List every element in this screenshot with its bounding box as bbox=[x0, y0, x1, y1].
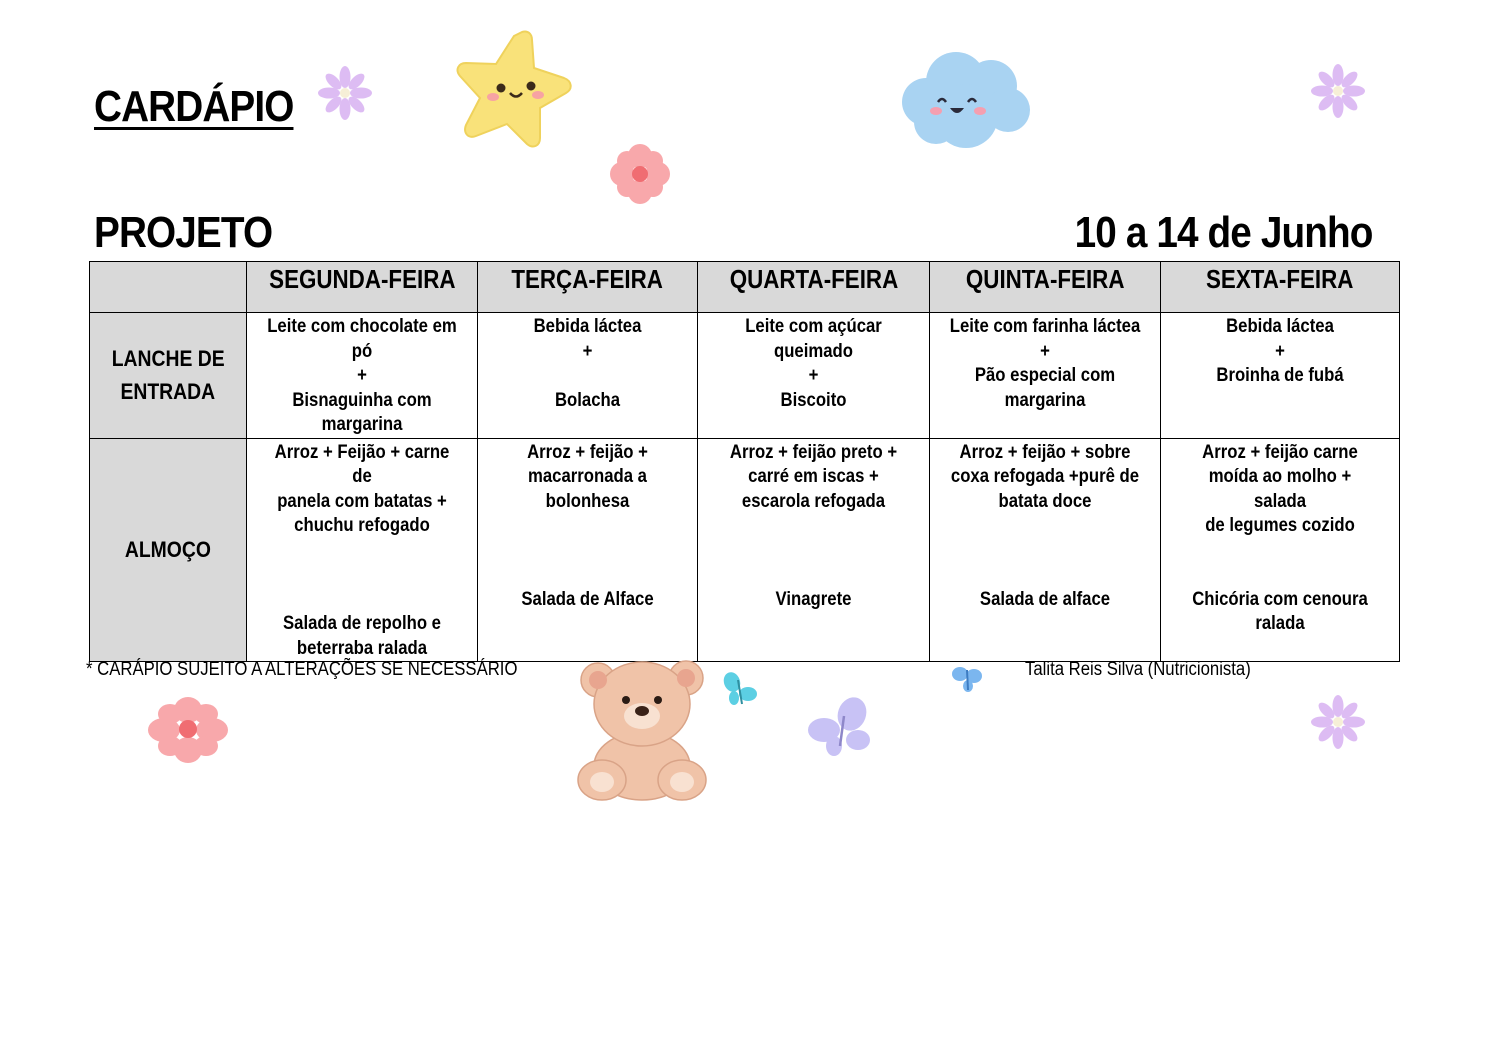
header-day: SEXTA-FEIRA bbox=[1161, 262, 1400, 313]
almoco-cell-fri: Arroz + feijão carne moída ao molho + salada de legumes cozido Chicória com cenoura ralada bbox=[1161, 438, 1400, 662]
lanche-cell-mon: Leite com chocolate em pó + Bisnaguinha com margarina bbox=[247, 313, 478, 439]
flower-pink-icon bbox=[146, 696, 230, 764]
table-header-row bbox=[90, 262, 1400, 313]
row-label-lanche: LANCHE DE ENTRADA bbox=[90, 313, 247, 439]
butterfly-icon bbox=[720, 670, 760, 710]
header-day: QUARTA-FEIRA bbox=[698, 262, 930, 313]
header-day: SEGUNDA-FEIRA bbox=[247, 262, 478, 313]
lanche-cell-fri: Bebida láctea + Broinha de fubá bbox=[1161, 313, 1400, 439]
menu-table bbox=[89, 261, 1400, 662]
disclaimer-note: * CARÁPIO SUJEITO A ALTERAÇÕES SE NECESSÁRIO bbox=[86, 659, 518, 680]
almoco-cell-tue: Arroz + feijão + macarronada a bolonhesa Salada de Alface bbox=[478, 438, 698, 662]
almoco-cell-wed: Arroz + feijão preto + carré em iscas + escarola refogada Vinagrete bbox=[698, 438, 930, 662]
header-corner bbox=[90, 262, 247, 313]
project-label: PROJETO bbox=[94, 208, 273, 257]
almoco-cell-mon: Arroz + Feijão + carne de panela com batatas + chuchu refogado Salada de repolho e beterraba ralada bbox=[247, 438, 478, 662]
date-range: 10 a 14 de Junho bbox=[1075, 208, 1373, 257]
row-label-almoco: ALMOÇO bbox=[90, 438, 247, 662]
header-day: TERÇA-FEIRA bbox=[478, 262, 698, 313]
star-icon bbox=[452, 26, 578, 152]
page-title: CARDÁPIO bbox=[94, 82, 294, 131]
table-row-almoco bbox=[90, 438, 1400, 662]
almoco-cell-thu: Arroz + feijão + sobre coxa refogada +purê de batata doce Salada de alface bbox=[930, 438, 1161, 662]
flower-lilac-icon bbox=[1311, 695, 1365, 749]
cloud-icon bbox=[896, 44, 1036, 154]
lanche-cell-tue: Bebida láctea + Bolacha bbox=[478, 313, 698, 439]
flower-lilac-icon bbox=[318, 66, 372, 120]
butterfly-icon bbox=[950, 664, 984, 694]
flower-lilac-icon bbox=[1311, 64, 1365, 118]
butterfly-icon bbox=[806, 696, 874, 758]
table-row-lanche bbox=[90, 313, 1400, 439]
teddy-bear-icon bbox=[574, 656, 710, 802]
nutritionist-signature: Talita Reis Silva (Nutricionista) bbox=[1025, 659, 1251, 680]
lanche-cell-thu: Leite com farinha láctea + Pão especial com margarina bbox=[930, 313, 1161, 439]
flower-pink-icon bbox=[608, 142, 672, 206]
header-day: QUINTA-FEIRA bbox=[930, 262, 1161, 313]
lanche-cell-wed: Leite com açúcar queimado + Biscoito bbox=[698, 313, 930, 439]
